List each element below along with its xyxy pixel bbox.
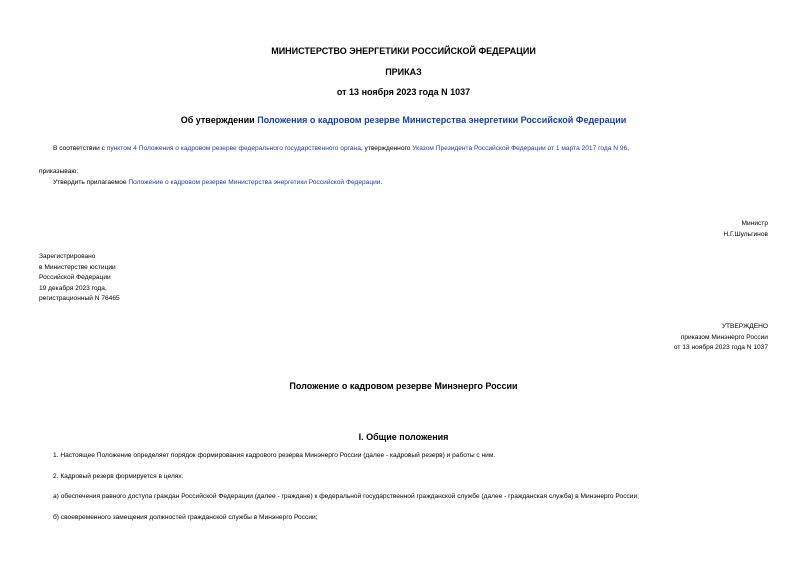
registration-line: регистрационный N 76465 <box>39 295 120 302</box>
registration-block <box>39 252 120 305</box>
preamble-text-a: В соответствии с <box>53 145 107 152</box>
approval-line: УТВЕРЖДЕНО <box>721 323 768 330</box>
signature-name: Н.Г.Шульгинов <box>723 230 768 238</box>
preamble-link-decree[interactable]: Указом Президента Российской Федерации от 1 марта 2017 года N 96 <box>412 145 628 152</box>
preamble-text-c: , <box>627 145 629 152</box>
approve-link[interactable]: Положение о кадровом резерве Министерства энергетики Российской Федерации <box>128 179 381 186</box>
registration-line: Российской Федерации <box>39 274 111 281</box>
section-heading: I. Общие положения <box>358 432 449 442</box>
approval-block <box>674 322 768 354</box>
ministry-heading: МИНИСТЕРСТВО ЭНЕРГЕТИКИ РОССИЙСКОЙ ФЕДЕРАЦИИ <box>271 46 536 56</box>
signature-position: Министр <box>741 220 768 227</box>
registration-line: в Министерстве юстиции <box>39 263 116 271</box>
order-title-prefix: Об утверждении <box>180 115 258 125</box>
order-date-number: от 13 ноября 2023 года N 1037 <box>336 87 471 97</box>
registration-line: Зарегистрировано <box>39 253 96 260</box>
approve-paragraph <box>53 178 382 189</box>
order-title <box>0 115 807 125</box>
regulation-item: 2. Кадровый резерв формируется в целях: <box>53 473 184 480</box>
approve-text-a: Утвердить прилагаемое <box>53 179 129 186</box>
order-word: приказываю: <box>39 168 79 175</box>
approval-line: от 13 ноября 2023 года N 1037 <box>673 344 768 351</box>
doc-type-heading: ПРИКАЗ <box>385 67 422 77</box>
approve-text-b: . <box>380 179 383 186</box>
preamble-link-regulation[interactable]: пунктом 4 Положения о кадровом резерве федерального государственного органа <box>106 145 361 152</box>
signature-block <box>723 219 768 240</box>
preamble-paragraph <box>53 144 629 155</box>
regulation-item: а) обеспечения равного доступа граждан Российской Федерации (далее - граждане) к федеральной государственной гражданской службе (далее - гражданская служба) в Минэнерго России; <box>53 493 639 500</box>
regulation-item: б) своевременного замещения должностей гражданской службы в Минэнерго России; <box>53 514 318 521</box>
regulation-title: Положение о кадровом резерве Минэнерго России <box>289 381 518 391</box>
order-title-link[interactable]: Положения о кадровом резерве Министерства энергетики Российской Федерации <box>257 115 627 125</box>
preamble-text-b: , утвержденного <box>360 145 413 152</box>
approval-line: приказом Минэнерго России <box>680 333 768 341</box>
registration-line: 19 декабря 2023 года, <box>39 284 107 292</box>
regulation-item: 1. Настоящее Положение определяет порядок формирования кадрового резерва Минэнерго России (далее - кадровый резерв) и работы с ним. <box>53 452 496 459</box>
